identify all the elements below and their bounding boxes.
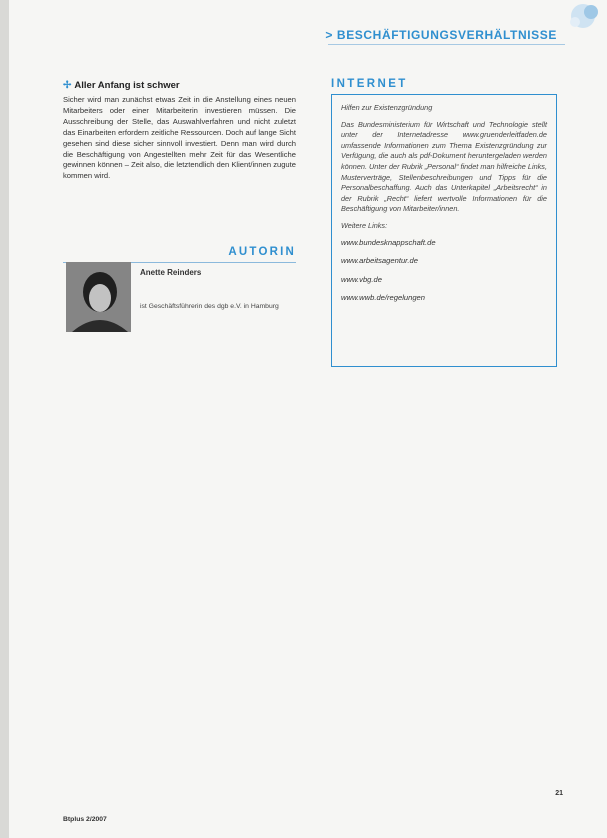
article-column: [63, 80, 296, 182]
internet-body: Das Bundesministerium für Wirtschaft und Technologie stellt unter der Internetadresse www.gruenderleitfaden.de umfassende Informationen zum Thema Existenzgründung zur Verfügung, die auch als pdf-Dokument heruntergeladen werden können. Unter der Rubrik „Personal“ findet man hilfreiche Links, Musterverträge, Stellenbeschreibungen und Tipps für die Personalbeschaffung. Auch das Unterkapitel „Arbeitsrecht“ in der Rubrik „Recht“ liefert wertvolle Informationen für die Beschäftigung von Mitarbeiter/innen.: [341, 119, 547, 214]
page-edge-strip: [0, 0, 9, 838]
sparkle-icon: ✢: [63, 80, 72, 91]
article-body: Sicher wird man zunächst etwas Zeit in die Anstellung eines neuen Mitarbeiters oder einer Mitarbeiterin investieren müssen. Die Ausschreibung der Stelle, das Auswahlverfahren und nicht zuletzt das Einarbeiten erfordern zeitliche Ressourcen. Doch auf lange Sicht gesehen sind diese sicher sinnvoll investiert. Denn man wird durch die Beschäftigung von Angestellten mehr Zeit für das Wesentliche gewinnen können – Zeit also, die letztendlich den Klient/innen zugute kommen wird.: [63, 95, 296, 181]
author-name: Anette Reinders: [140, 268, 202, 277]
page-number: 21: [555, 790, 563, 797]
author-photo: [66, 262, 131, 332]
header-rule: [328, 44, 565, 45]
link-bundesknappschaft[interactable]: www.bundesknappschaft.de: [341, 237, 436, 247]
author-bio: ist Geschäftsführerin des dgb e.V. in Hamburg: [140, 303, 279, 310]
corner-decoration-icon: [561, 2, 601, 34]
section-header: > BESCHÄFTIGUNGSVERHÄLTNISSE: [325, 28, 557, 42]
author-section-title: AUTORIN: [228, 246, 296, 258]
footer-issue: Btplus 2/2007: [63, 816, 107, 823]
link-arbeitsagentur[interactable]: www.arbeitsagentur.de: [341, 256, 418, 266]
article-subheading-text: Aller Anfang ist schwer: [74, 80, 180, 91]
article-subheading: [63, 80, 296, 91]
internet-box: [331, 94, 557, 367]
more-links-label: Weitere Links:: [341, 220, 388, 230]
internet-subtitle: Hilfen zur Existenzgründung: [341, 103, 433, 112]
link-wwb[interactable]: www.wwb.de/regelungen: [341, 293, 426, 303]
internet-section-title: INTERNET: [331, 78, 408, 90]
link-vbg[interactable]: www.vbg.de: [341, 274, 382, 284]
